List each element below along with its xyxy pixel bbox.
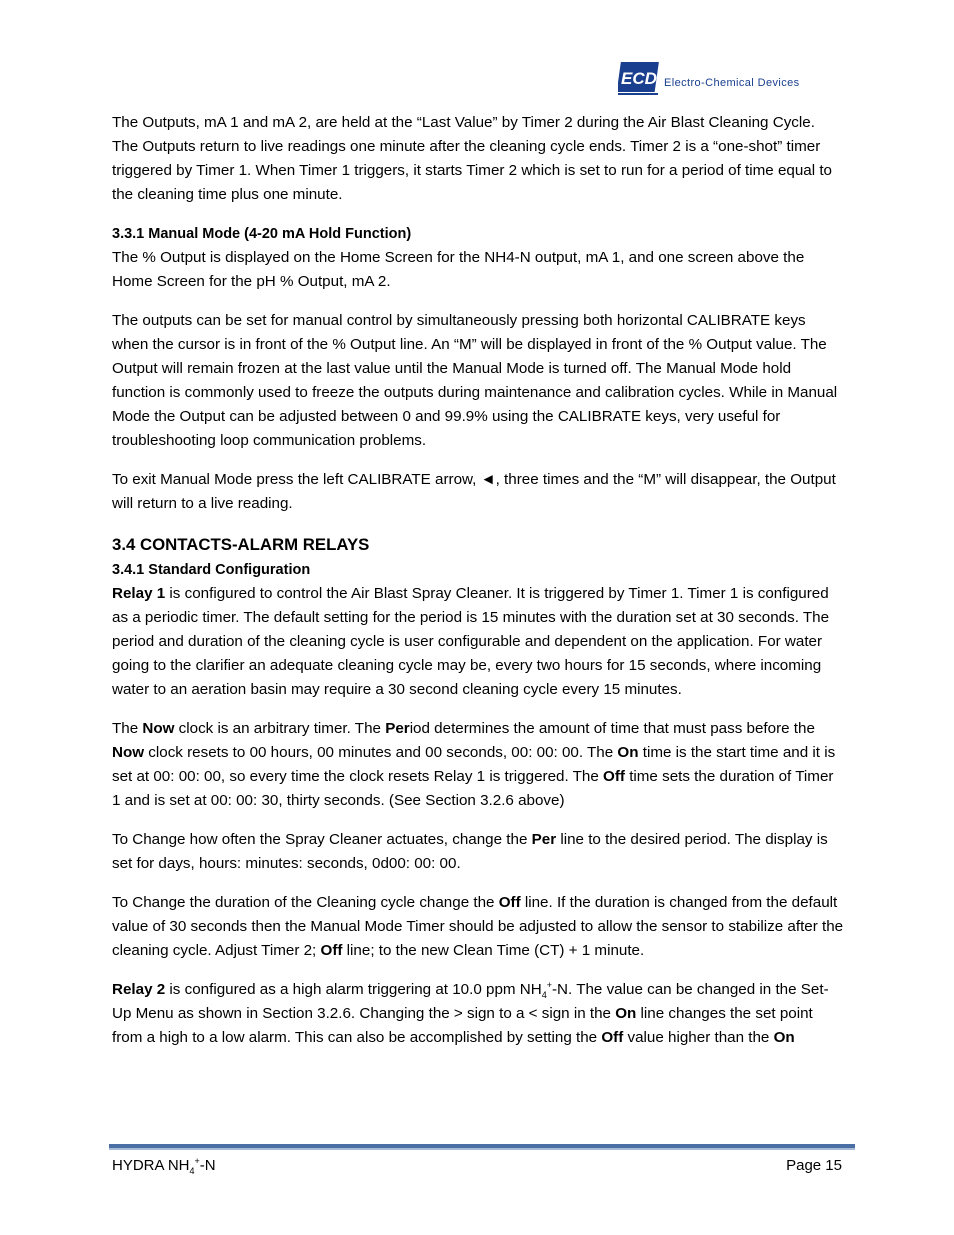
footer-divider xyxy=(109,1144,855,1150)
paragraph-exit-manual: To exit Manual Mode press the left CALIBRATE arrow, ◄, three times and the “M” will disappear, the Output will return to a live reading. xyxy=(112,471,836,512)
paragraph-change-duration: To Change the duration of the Cleaning cycle change the Off line. If the duration is changed from the default value of 30 seconds then the Manual Mode Timer should be adjusted to allow the sensor to stabilize after the cleaning cycle. Adjust Timer 2; Off line; to the new Clean Time (CT) + 1 minute. xyxy=(112,894,844,959)
paragraph-change-period: To Change how often the Spray Cleaner actuates, change the Per line to the desired period. The display is set for days, hours: minutes: seconds, 0d00: 00: 00. xyxy=(112,831,828,872)
svg-text:ECD: ECD xyxy=(621,69,657,88)
company-name: Electro-Chemical Devices xyxy=(664,77,800,89)
paragraph-relay-1: Relay 1 is configured to control the Air Blast Spray Cleaner. It is triggered by Timer 1. Timer 1 is configured as a periodic timer. The default setting for the period is 15 minutes with the duration set at 30 seconds. The period and duration of the cleaning cycle is user configurable and dependent on the application. For water going to the clarifier an adequate cleaning cycle may be, every two hours for 15 seconds, where incoming water to an aeration basin may require a 30 second cleaning cycle every 15 minutes. xyxy=(112,585,830,698)
company-logo xyxy=(618,60,800,98)
heading-3-4: 3.4 CONTACTS-ALARM RELAYS xyxy=(112,535,370,554)
ecd-logo-icon xyxy=(618,61,660,97)
paragraph-now-clock: The Now clock is an arbitrary timer. The Period determines the amount of time that must pass before the Now clock resets to 00 hours, 00 minutes and 00 seconds, 00: 00: 00. The On time is the start time and it is set at 00: 00: 00, so every time the clock resets Relay 1 is triggered. The Off time sets the duration of Timer 1 and is set at 00: 00: 30, thirty seconds. (See Section 3.2.6 above) xyxy=(112,720,836,809)
heading-3-4-1: 3.4.1 Standard Configuration xyxy=(112,562,311,578)
page-content xyxy=(112,111,844,1065)
paragraph-outputs-hold: The Outputs, mA 1 and mA 2, are held at the “Last Value” by Timer 2 during the Air Blast Cleaning Cycle. The Outputs return to live readings one minute after the cleaning cycle ends. Timer 2 is a “one-shot” timer triggered by Timer 1. When Timer 1 triggers, it starts Timer 2 which is set to run for a period of time equal to the cleaning time plus one minute. xyxy=(112,114,833,203)
paragraph-manual-control: The outputs can be set for manual control by simultaneously pressing both horizontal CALIBRATE keys when the cursor is in front of the % Output line. An “M” will be displayed in front of the % Output value. The Output will remain frozen at the last value until the Manual Mode is turned off. The Manual Mode hold function is commonly used to freeze the outputs during maintenance and calibration cycles. While in Manual Mode the Output can be adjusted between 0 and 99.9% using the CALIBRATE keys, very useful for troubleshooting loop communication problems. xyxy=(112,312,838,449)
footer-page-number: Page 15 xyxy=(786,1157,842,1174)
heading-3-3-1: 3.3.1 Manual Mode (4-20 mA Hold Function) xyxy=(112,226,412,242)
paragraph-percent-output: The % Output is displayed on the Home Screen for the NH4-N output, mA 1, and one screen above the Home Screen for the pH % Output, mA 2. xyxy=(112,249,805,290)
footer-product-name: HYDRA $NH_4^+-N$ xyxy=(112,1156,216,1176)
paragraph-relay-2: Relay 2 is configured as a high alarm triggering at 10.0 ppm $NH_4^+-N$. The value can be changed in the Set-Up Menu as shown in Section 3.2.6. Changing the > sign to a < sign in the On line changes the set point from a high to a low alarm. This can also be accomplished by setting the Off value higher than the On xyxy=(112,979,829,1046)
